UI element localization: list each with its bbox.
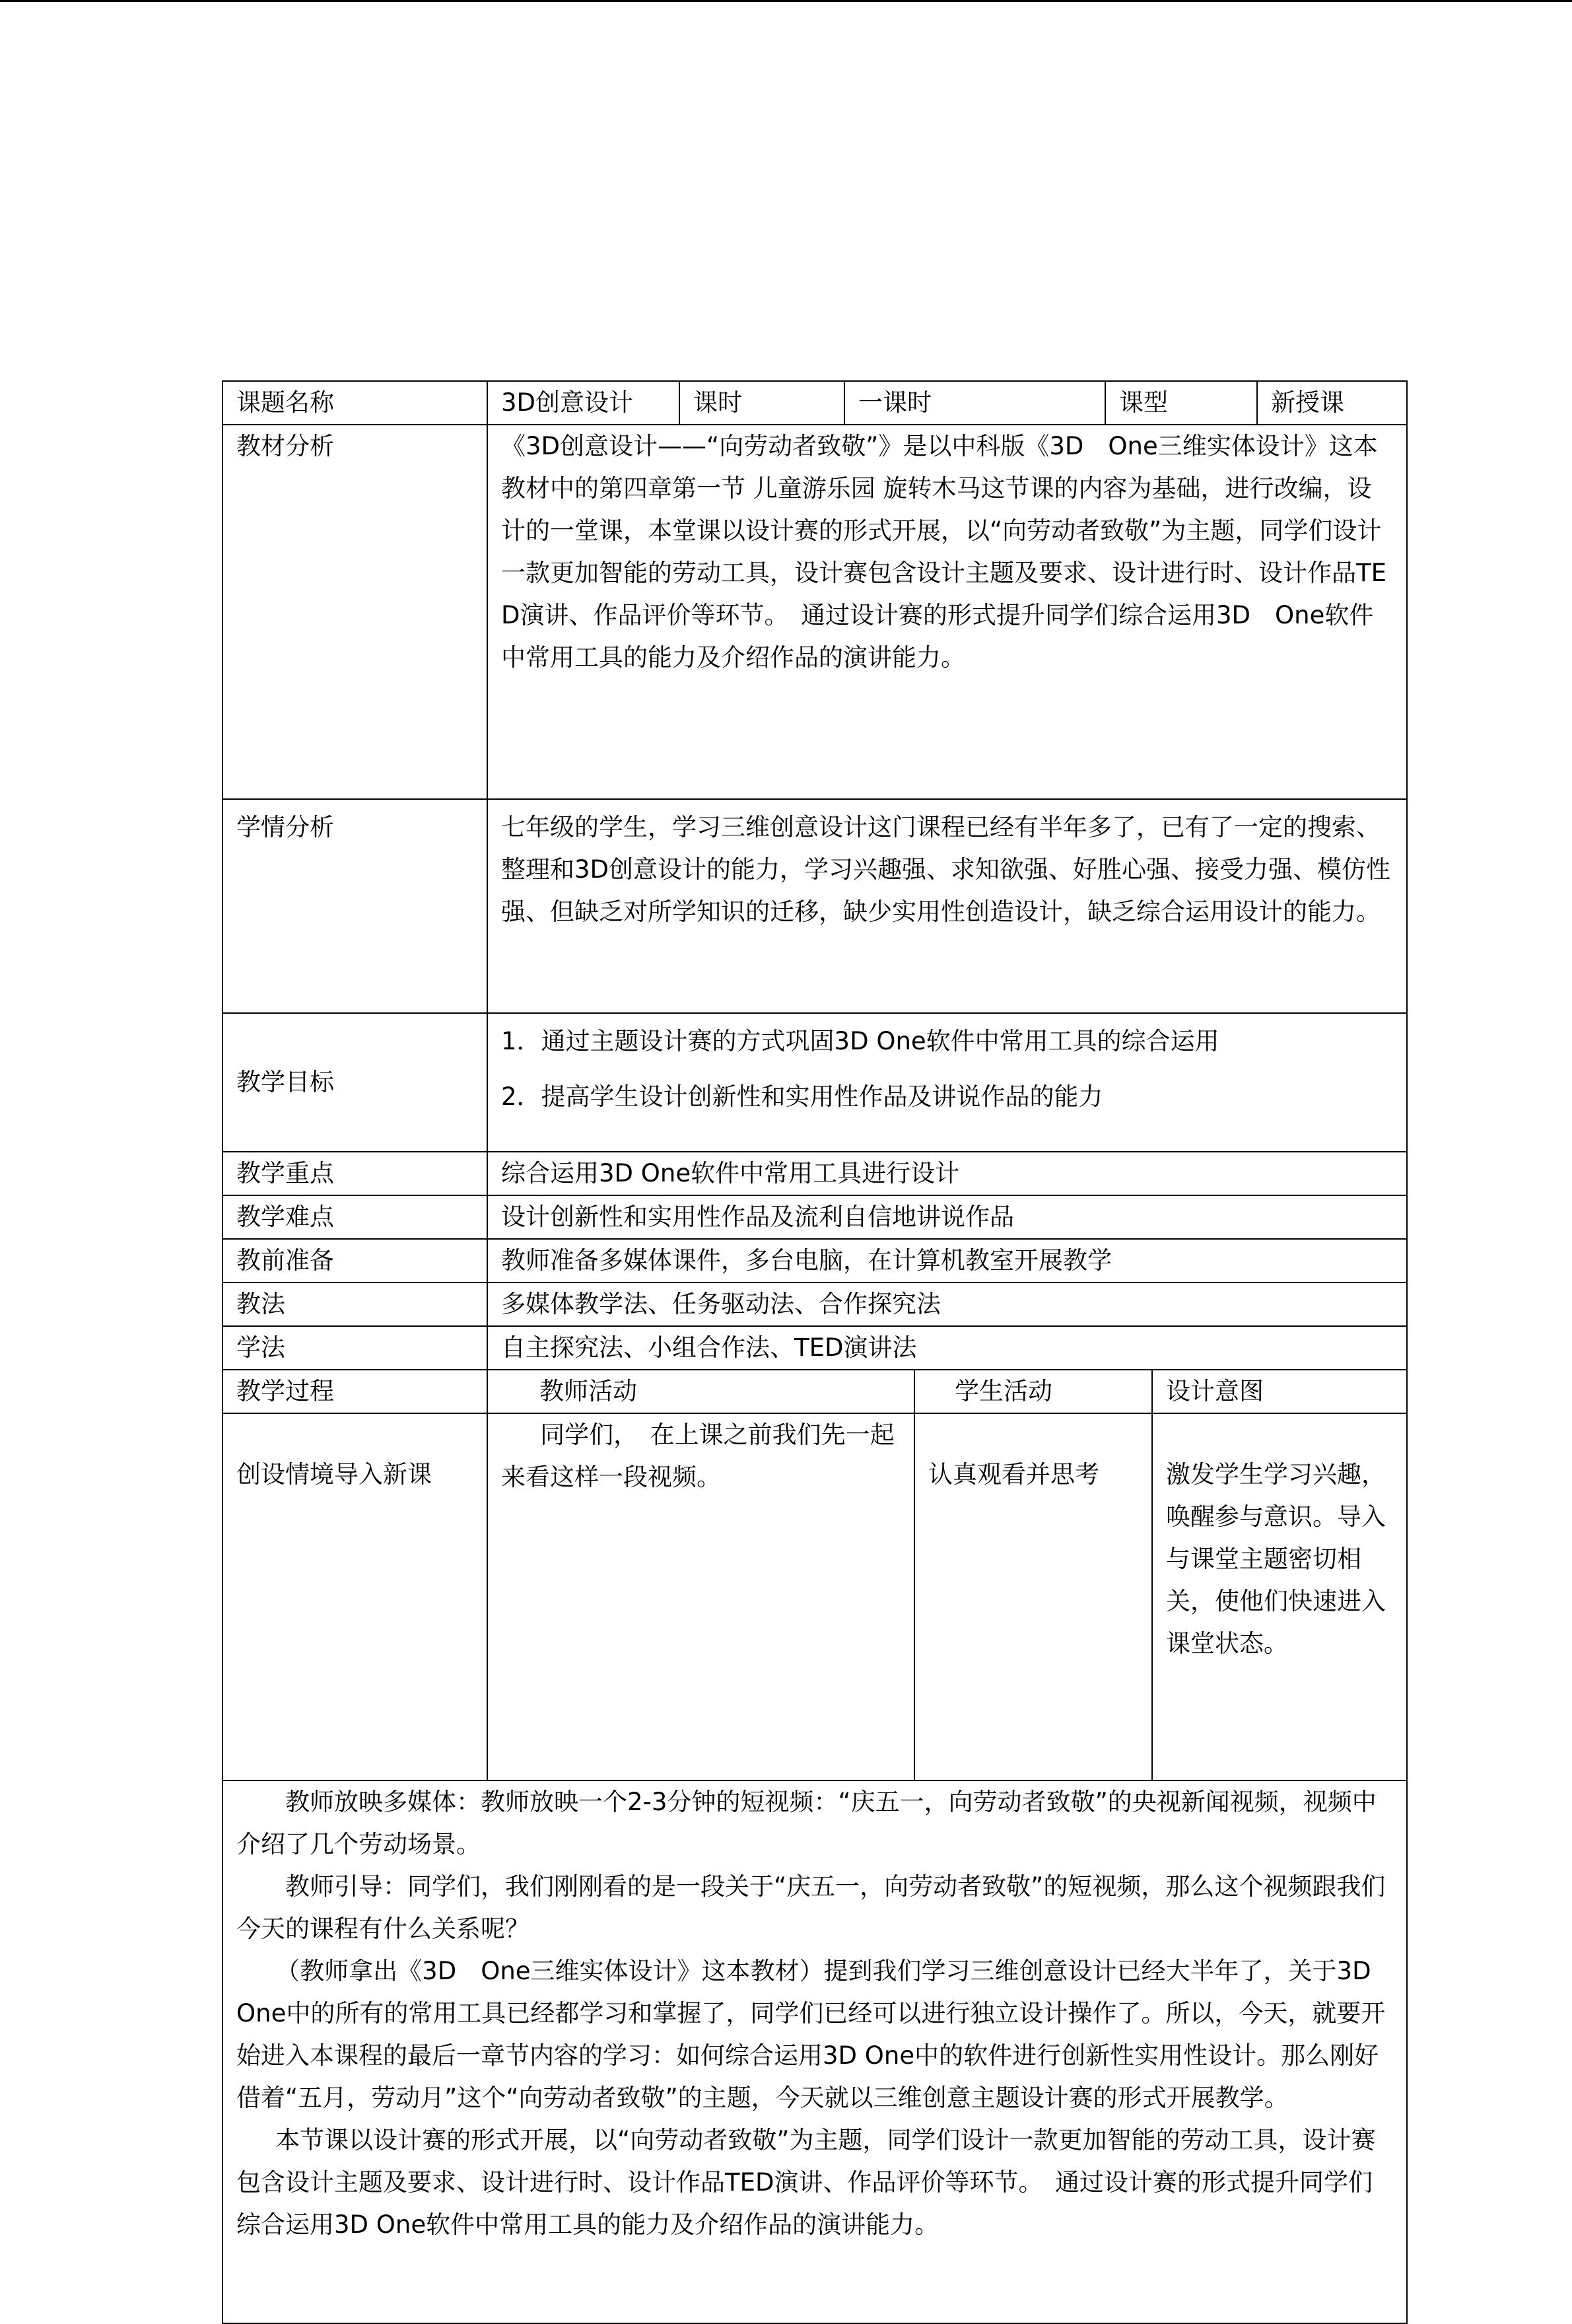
header-type-label: 课型 [1105,381,1257,425]
process-stage-header: 教学过程 [222,1370,487,1413]
top-border-line [0,0,1572,2]
narrative-para-2: 教师引导：同学们，我们刚刚看的是一段关于“庆五一，向劳动者致敬”的短视频，那么这个视频跟我们今天的课程有什么关系呢？ [236,1872,1386,1943]
prep-text: 教师准备多媒体课件，多台电脑，在计算机教室开展教学 [487,1239,1407,1283]
goal-item-1: 1．通过主题设计赛的方式巩固3D One软件中常用工具的综合运用 [501,1027,1219,1055]
intro-row [222,1413,1407,1780]
difficulty-row [222,1195,1407,1239]
intro-student-text: 认真观看并思考 [914,1413,1152,1780]
difficulty-text: 设计创新性和实用性作品及流利自信地讲说作品 [487,1195,1407,1239]
difficulty-label: 教学难点 [222,1195,487,1239]
goals-cell [487,1013,1407,1152]
goals-label: 教学目标 [222,1013,487,1152]
focus-label: 教学重点 [222,1152,487,1195]
prep-label: 教前准备 [222,1239,487,1283]
process-intent-header: 设计意图 [1152,1370,1407,1413]
narrative-para-1: 教师放映多媒体：教师放映一个2-3分钟的短视频：“庆五一，向劳动者致敬”的央视新闻视频，视频中介绍了几个劳动场景。 [236,1788,1377,1858]
goals-row [222,1013,1407,1152]
process-header-row [222,1370,1407,1413]
learning-method-row [222,1326,1407,1370]
narrative-para-3: （教师拿出《3D One三维实体设计》这本教材）提到我们学习三维创意设计已经大半年了，关于3D One中的所有的常用工具已经都学习和掌握了，同学们已经可以进行独立设计操作了。所以，今天，就要开始进入本课程的最后一章节内容的学习：如何综合运用3D One中的软件进行创新性实用性设计。那么刚好借着“五月，劳动月”这个“向劳动者致敬”的主题，今天就以三维创意主题设计赛的形式开展教学。 [236,1957,1386,2112]
process-table [222,1369,1408,2324]
textbook-cell [487,425,1407,799]
textbook-row [222,425,1407,799]
intro-intent-text: 激发学生学习兴趣，唤醒参与意识。导入与课堂主题密切相关，使他们快速进入课堂状态。 [1152,1413,1407,1780]
header-topic-label: 课题名称 [222,381,487,425]
narrative-para-4: 本节课以设计赛的形式开展，以“向劳动者致敬”为主题，同学们设计一款更加智能的劳动工具，设计赛包含设计主题及要求、设计进行时、设计作品TED演讲、作品评价等环节。 通过设计赛的形式提升同学们综合运用3D One软件中常用工具的能力及介绍作品的演讲能力。 [236,2126,1376,2239]
students-cell [487,799,1407,1013]
students-text: 七年级的学生，学习三维创意设计这门课程已经有半年多了，已有了一定的搜索、整理和3D创意设计的能力，学习兴趣强、求知欲强、好胜心强、接受力强、模仿性强、但缺乏对所学知识的迁移，缺少实用性创造设计，缺乏综合运用设计的能力。 [501,813,1391,926]
goal-item-2: 2．提高学生设计创新性和实用性作品及讲说作品的能力 [501,1082,1103,1111]
focus-text: 综合运用3D One软件中常用工具进行设计 [487,1152,1407,1195]
narrative-cell [222,1780,1407,2323]
textbook-text: 《3D创意设计——“向劳动者致敬”》是以中科版《3D One三维实体设计》这本教材中的第四章第一节 儿童游乐园 旋转木马这节课的内容为基础，进行改编，设计的一堂课，本堂课以设计赛的形式开展，以“向劳动者致敬”为主题，同学们设计一款更加智能的劳动工具，设计赛包含设计主题及要求、设计进行时、设计作品TED演讲、作品评价等环节。 通过设计赛的形式提升同学们综合运用3D One软件中常用工具的能力及介绍作品的演讲能力。 [501,432,1386,672]
intro-teacher-text: 同学们， 在上课之前我们先一起来看这样一段视频。 [501,1421,895,1491]
header-period-value: 一课时 [844,381,1105,425]
lesson-info-table [222,380,1408,1370]
header-type-value: 新授课 [1257,381,1407,425]
teaching-method-text: 多媒体教学法、任务驱动法、合作探究法 [487,1283,1407,1326]
learning-method-text: 自主探究法、小组合作法、TED演讲法 [487,1326,1407,1370]
header-topic-value: 3D创意设计 [487,381,679,425]
process-teacher-header: 教师活动 [487,1370,914,1413]
teaching-method-row [222,1283,1407,1326]
header-row [222,381,1407,425]
lesson-plan-document [222,380,1406,2324]
intro-stage: 创设情境导入新课 [222,1413,487,1780]
students-row [222,799,1407,1013]
learning-method-label: 学法 [222,1326,487,1370]
prep-row [222,1239,1407,1283]
header-period-label: 课时 [679,381,844,425]
students-label: 学情分析 [222,799,487,1013]
textbook-label: 教材分析 [222,425,487,799]
intro-teacher-cell [487,1413,914,1780]
narrative-row [222,1780,1407,2323]
process-student-header: 学生活动 [914,1370,1152,1413]
focus-row [222,1152,1407,1195]
teaching-method-label: 教法 [222,1283,487,1326]
